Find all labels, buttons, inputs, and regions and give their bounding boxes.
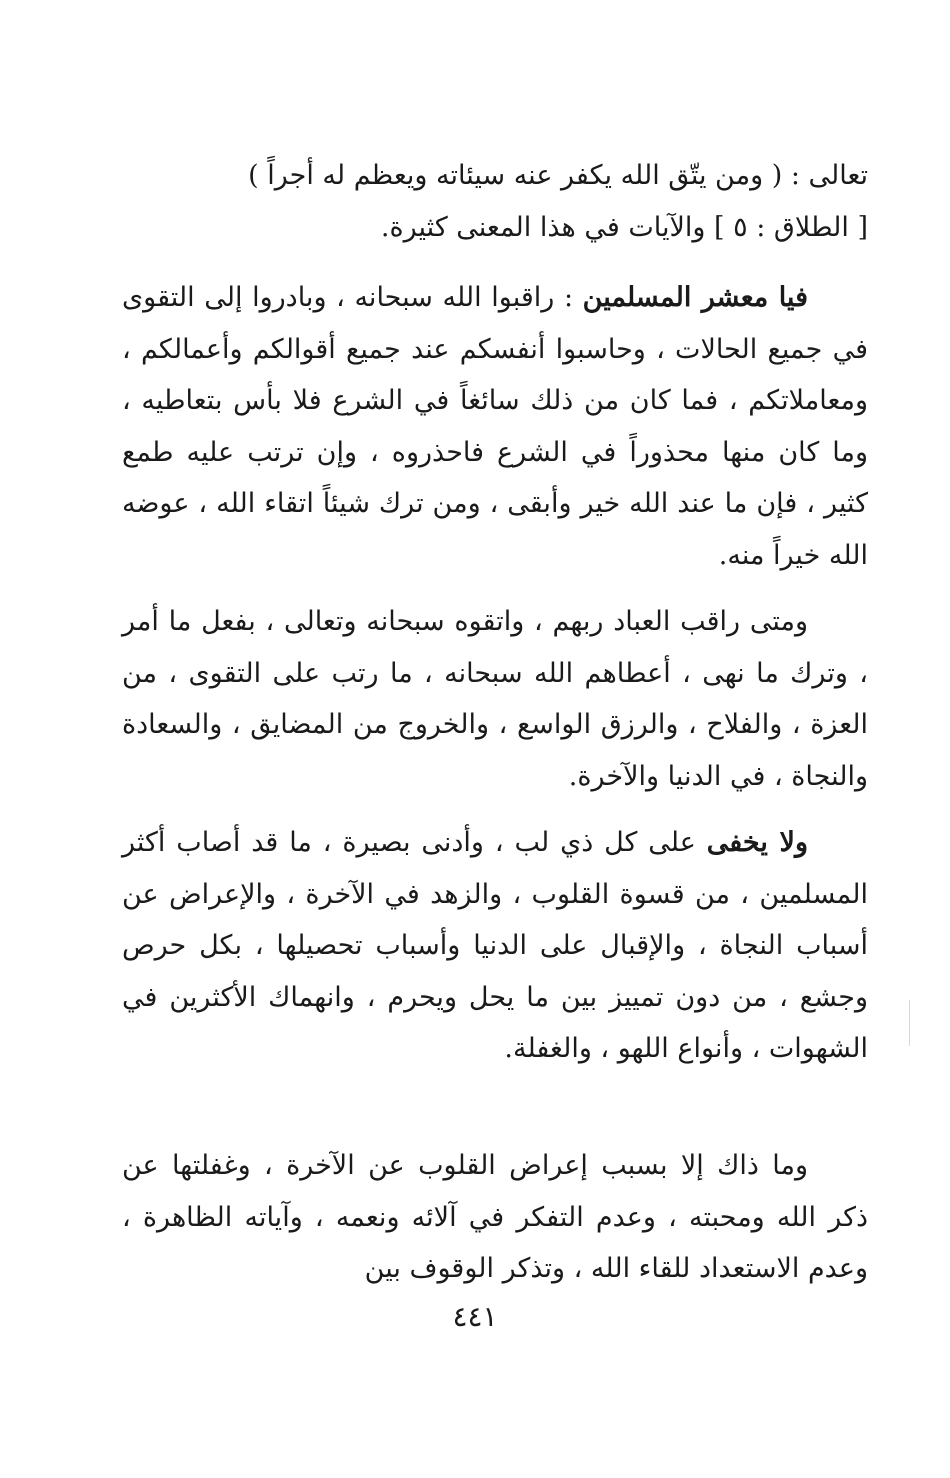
scan-mark [909,1000,910,1046]
page-number: ٤٤١ [452,1300,498,1333]
paragraph-line: [ الطلاق : ٥ ] والآيات في هذا المعنى كثيرة. [380,211,868,243]
paragraph-lead: فيا معشر المسلمين [582,282,808,313]
paragraph-body: ومتى راقب العباد ربهم ، واتقوه سبحانه وتعالى ، بفعل ما أمر ، وترك ما نهى ، أعطاهم الله سبحانه ، ما رتب على التقوى ، من العزة ، والفلاح ، والرزق الواسع ، والخروج من المضايق ، والسعادة والنجاة ، في الدنيا والآخرة. [122,606,868,792]
paragraph-lead: ولا يخفى [706,827,808,858]
paragraph-piety-rewards [122,596,868,802]
paragraph-body: على كل ذي لب ، وأدنى بصيرة ، ما قد أصاب أكثر المسلمين ، من قسوة القلوب ، والزهد في الآخرة ، والإعراض عن أسباب النجاة ، والإقبال على الدنيا وأسباب تحصيلها ، بكل حرص وجشع ، من دون تمييز بين ما يحل ويحرم ، وانهماك الأكثرين في الشهوات ، وأنواع اللهو ، والغفلة. [122,827,868,1064]
paragraph-continuation [122,150,868,253]
paragraph-muslims-address [122,272,868,581]
paragraph-body: : راقبوا الله سبحانه ، وبادروا إلى التقوى في جميع الحالات ، وحاسبوا أنفسكم عند جميع أقوالكم وأعمالكم ، ومعاملاتكم ، فما كان من ذلك سائغاً في الشرع فلا بأس بتعاطيه ، وما كان منها محذوراً في الشرع فاحذروه ، وإن ترتب عليه طمع كثير ، فإن ما عند الله خير وأبقى ، ومن ترك شيئاً اتقاء الله ، عوضه الله خيراً منه. [122,282,868,571]
paragraph-cause [122,1140,868,1295]
paragraph-hearts-condition [122,817,868,1075]
paragraph-line: تعالى : ( ومن يتّق الله يكفر عنه سيئاته ويعظم له أجراً ) [248,160,868,191]
paragraph-body: وما ذاك إلا بسبب إعراض القلوب عن الآخرة ، وغفلتها عن ذكر الله ومحبته ، وعدم التفكر في آلائه ونعمه ، وآياته الظاهرة ، وعدم الاستعداد للقاء الله ، وتذكر الوقوف بين [122,1150,868,1284]
